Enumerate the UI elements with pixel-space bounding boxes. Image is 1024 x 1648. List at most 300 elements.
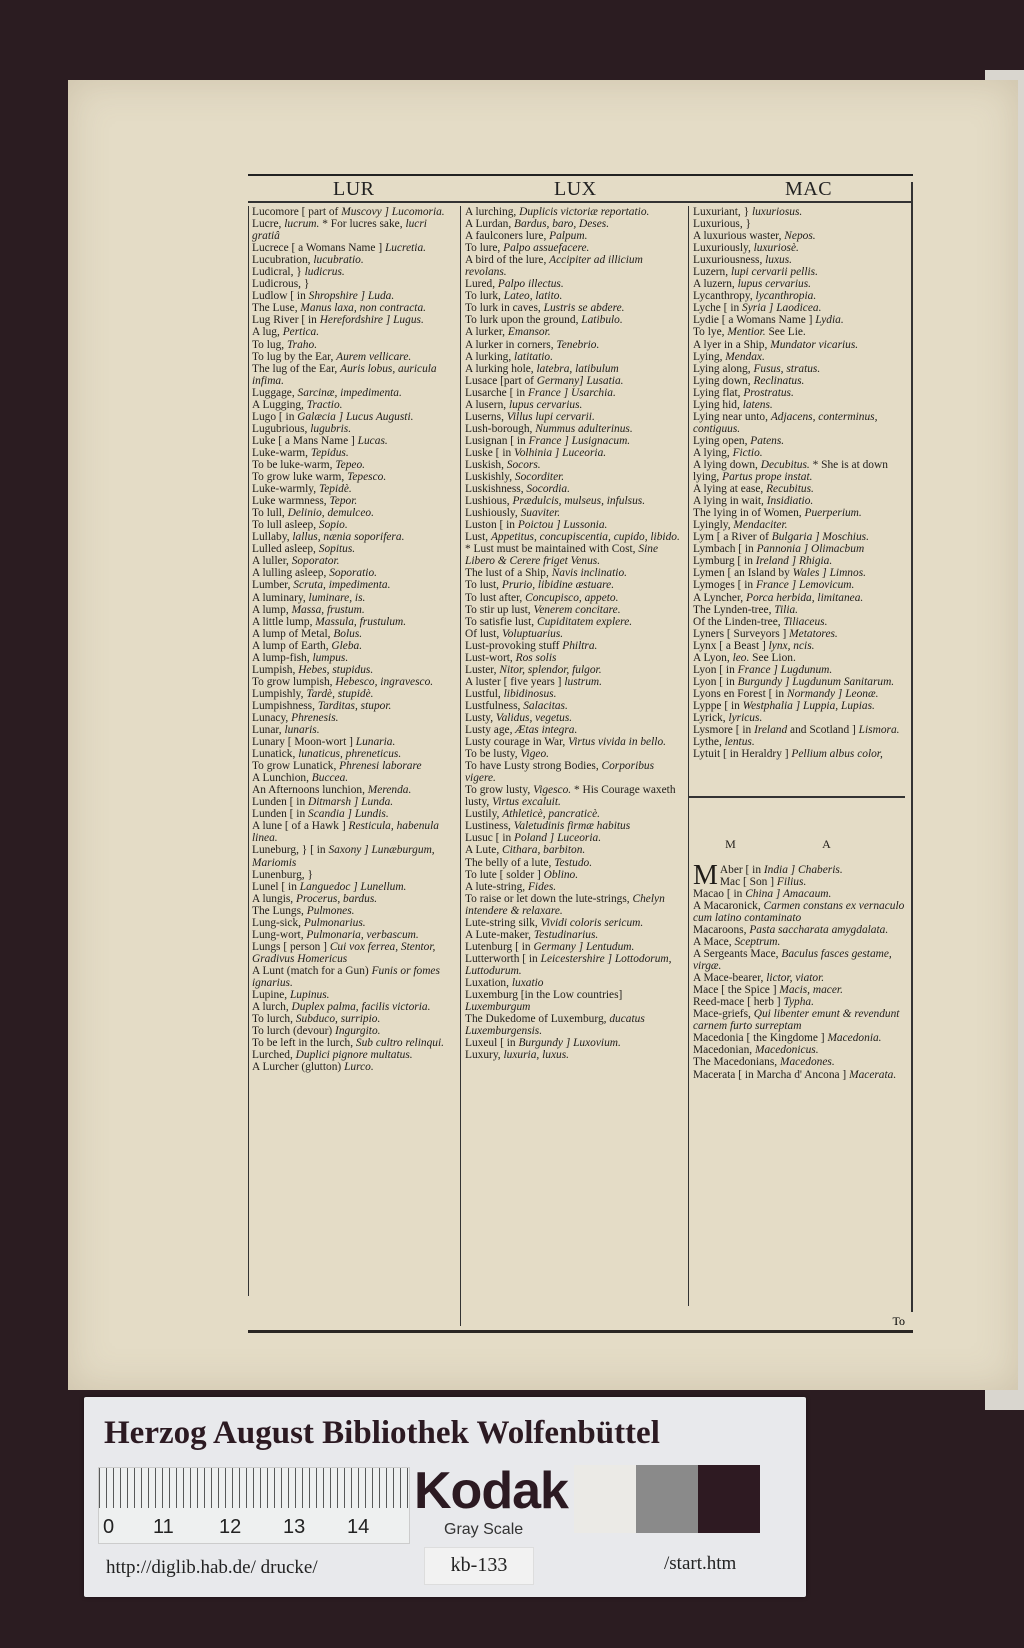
dictionary-entry [693, 242, 905, 254]
entry-headword: The Macedonians, [693, 1056, 780, 1069]
dictionary-entry [693, 543, 905, 555]
dictionary-entry [465, 230, 683, 242]
entry-latin: Buccea. [311, 772, 349, 785]
entry-headword: Lusty courage in War, [465, 736, 569, 749]
dictionary-entry [252, 1025, 457, 1037]
ruler [98, 1467, 410, 1544]
entry-headword: Lustiness, [465, 820, 514, 833]
entry-headword: A lurking hole, [465, 362, 537, 375]
entry-latin: lunaticus, phreneticus. [298, 748, 402, 761]
entry-headword: Lusarche [ in [465, 386, 528, 399]
entry-headword: To lurch (devour) [252, 1025, 336, 1038]
entry-headword: A luster [ five years ] [465, 675, 565, 688]
entry-headword: Lust-wort, [465, 651, 516, 664]
dictionary-entry [252, 206, 457, 218]
entry-latin: luxuria, luxus. [503, 1049, 569, 1062]
dictionary-entry [465, 941, 683, 953]
entry-latin: Navis inclinatio. [551, 567, 627, 580]
entry-latin: Tepidus. [310, 446, 349, 459]
entry-headword: Lythe, [693, 736, 725, 749]
entry-headword: Lugubrious, [252, 422, 311, 435]
dictionary-entry [693, 459, 905, 483]
entry-headword: Luzern, [693, 266, 731, 279]
dictionary-entry [465, 953, 683, 977]
gray-swatch-white [574, 1465, 636, 1533]
entry-latin: leo. [732, 651, 750, 664]
entry-latin: lictor, viator. [766, 972, 825, 985]
dictionary-entry [252, 242, 457, 254]
entry-latin: Galæcia ] Lucus Augusti. [297, 410, 414, 423]
entry-latin: Prædulcis, mulseus, infulsus. [512, 495, 646, 508]
color-target-card [84, 1397, 806, 1597]
entry-latin: Aurem vellicare. [336, 350, 412, 363]
dictionary-entry [465, 724, 683, 736]
entry-phrase: * His Courage waxeth lusty, [465, 784, 676, 809]
entry-headword: Lung-wort, [252, 928, 307, 941]
dictionary-entry [252, 917, 457, 929]
entry-latin: Vividi coloris sericum. [540, 916, 644, 929]
entry-latin: Muscovy ] Lucomoria. [341, 206, 445, 218]
dictionary-entry [252, 326, 457, 338]
entry-latin: Poictou ] Lussonia. [517, 519, 608, 532]
entry-latin: Volhinia ] Luceoria. [514, 446, 607, 459]
entry-headword: Reed-mace [ herb ] [693, 996, 784, 1009]
entry-latin: Salacitas. [523, 699, 568, 712]
dictionary-entry [252, 483, 457, 495]
entry-headword: A luzern, [693, 278, 738, 291]
ruler-number: 13 [283, 1516, 306, 1538]
entry-headword: A lump of Earth, [252, 639, 332, 652]
dictionary-entry [693, 266, 905, 278]
entry-latin: Shropshire ] Luda. [308, 290, 395, 303]
entry-latin: Macis, macer. [779, 984, 843, 997]
dictionary-entry [252, 579, 457, 591]
dictionary-entry [252, 748, 457, 760]
entry-phrase: * For lucres sake, [319, 218, 406, 231]
entry-latin: Tarditas, stupor. [317, 699, 392, 712]
entry-headword: Lunenburg, } [252, 868, 313, 881]
entry-headword: Luskishness, [465, 483, 527, 496]
dictionary-entry [252, 724, 457, 736]
dictionary-entry [252, 278, 457, 290]
entry-headword: A lulling asleep, [252, 567, 330, 580]
dictionary-entry [465, 363, 683, 375]
entry-headword: A lump of Metal, [252, 627, 334, 640]
dictionary-entry [252, 507, 457, 519]
entry-latin: Ireland [754, 724, 788, 737]
dictionary-entry [252, 543, 457, 555]
dictionary-entry [465, 688, 683, 700]
entry-latin: Massa, frustum. [291, 603, 365, 616]
dictionary-entry [252, 531, 457, 543]
kodak-logo: Kodak [414, 1462, 568, 1520]
entry-headword: Lush-borough, [465, 422, 536, 435]
entry-latin: Socordia. [526, 483, 570, 496]
entry-latin: Puerperium. [804, 507, 862, 520]
dictionary-entry [465, 375, 683, 387]
entry-headword: Lying near unto, [693, 410, 771, 423]
dictionary-entry [465, 567, 683, 579]
entry-latin: France ] Lemovicum. [755, 579, 855, 592]
entry-latin: Languedoc ] Lunellum. [299, 880, 407, 893]
entry-latin: luxatio [511, 977, 544, 989]
entry-latin: Nitor, splendor, fulgor. [499, 663, 602, 676]
entry-headword: Lurched, [252, 1049, 296, 1062]
entry-headword: Lugo [ in [252, 410, 298, 423]
dictionary-entry [252, 1061, 457, 1073]
dictionary-entry [465, 712, 683, 724]
entry-latin: Tilia. [774, 603, 799, 616]
entry-latin: Metatores. [789, 627, 838, 640]
entry-latin: Voluptuarius. [502, 627, 564, 640]
dictionary-entry [693, 876, 905, 888]
entry-headword: Lured, [465, 278, 498, 291]
entry-headword: Lytuit [ in Heraldry ] [693, 748, 792, 761]
entry-headword: Mace [ the Spice ] [693, 984, 780, 997]
dictionary-entry [693, 984, 905, 996]
entry-headword: To lust after, [465, 591, 526, 604]
entry-latin: Duplicis victoriæ reportatio. [519, 206, 650, 218]
column-lur [248, 206, 457, 1296]
dictionary-entry [252, 989, 457, 1001]
dictionary-entry [465, 471, 683, 483]
entry-headword: A lurching, [465, 206, 520, 218]
dictionary-entry [252, 459, 457, 471]
dictionary-entry [693, 864, 905, 876]
entry-latin: Soporatio. [329, 567, 377, 580]
entry-headword: Luskish, [465, 458, 507, 471]
dictionary-entry [252, 495, 457, 507]
dictionary-entry [693, 1056, 905, 1068]
entry-headword: Luneburg, } [ in [252, 844, 329, 857]
top-rule [248, 174, 913, 176]
column-lux [460, 206, 683, 1326]
dictionary-entry [252, 784, 457, 796]
dictionary-entry [465, 929, 683, 941]
entry-headword: Macao [ in [693, 887, 746, 900]
entry-latin: lynx, ncis. [768, 639, 815, 652]
entry-latin: Ditmarsh ] Lunda. [308, 796, 394, 809]
entry-latin: Bolus. [333, 627, 363, 640]
entry-headword: Lydie [ a Womans Name ] [693, 314, 816, 327]
entry-latin: Adjacens, conterminus, contiguus. [693, 410, 878, 435]
entry-latin: Qui libenter emunt & revendunt carnem furto surreptam [693, 1008, 900, 1033]
entry-headword: Lullaby, [252, 531, 293, 544]
entry-latin: Herefordshire ] Lugus. [319, 314, 424, 327]
entry-headword: To lull, [252, 507, 288, 520]
entry-headword: To grow Lunatick, [252, 760, 340, 773]
dictionary-entry [252, 302, 457, 314]
dictionary-entry [465, 881, 683, 893]
entry-latin: Vigesco. [533, 784, 572, 797]
dictionary-page-frame [248, 174, 913, 1334]
entry-latin: Lurco. [344, 1061, 374, 1074]
entry-latin: Germany ] Lentudum. [533, 940, 635, 953]
entry-latin: lentus. [724, 736, 755, 749]
entry-latin: China ] Amacaum. [745, 887, 832, 900]
entry-latin: Recubitus. [766, 483, 814, 496]
entry-headword: A lying in wait, [693, 495, 767, 508]
running-header [248, 178, 913, 200]
entry-latin: lumpus. [312, 651, 349, 664]
entry-latin: Mendax. [725, 350, 765, 363]
dictionary-entry [252, 881, 457, 893]
entry-latin-phrase: lucri gratiâ [252, 218, 427, 243]
dictionary-entry [252, 387, 457, 399]
entry-headword: Lucrece [ a Womans Name ] [252, 242, 385, 255]
entry-headword: Lucubration, [252, 254, 314, 267]
entry-headword: Luke-warmly, [252, 483, 319, 496]
entry-headword: Lying down, [693, 374, 754, 387]
entry-headword: Lumpishness, [252, 699, 318, 712]
entry-headword: To be lusty, [465, 748, 521, 761]
entry-headword: Lunacy, [252, 711, 292, 724]
entry-latin: Luxemburgum [465, 1001, 531, 1014]
entry-headword: Mac [ Son ] [719, 875, 777, 888]
entry-headword: Lutenburg [ in [465, 940, 534, 953]
entry-headword: The belly of a lute, [465, 856, 555, 869]
entry-headword: Lusace [part of [465, 374, 537, 387]
entry-headword: An Afternoons lunchion, [252, 784, 368, 797]
dictionary-entry [465, 664, 683, 676]
entry-latin: lucubratio. [313, 254, 364, 267]
dictionary-entry [252, 1037, 457, 1049]
entry-latin: Concupisco, appeto. [525, 591, 619, 604]
dictionary-entry [252, 905, 457, 917]
entry-headword: Macedonian, [693, 1044, 755, 1057]
dictionary-entry [693, 507, 905, 519]
entry-headword: A little lump, [252, 615, 316, 628]
entry-headword: Luske [ in [465, 446, 515, 459]
entry-headword: The lust of a Ship, [465, 567, 552, 580]
dictionary-entry [693, 936, 905, 948]
entry-latin: Lustris se abdere. [543, 302, 625, 315]
entry-headword: A Lugging, [252, 398, 307, 411]
entry-headword: To grow lumpish, [252, 675, 336, 688]
entry-headword: To lurch, [252, 1013, 296, 1026]
entry-headword: Lumpishly, [252, 687, 307, 700]
entry-headword: Lymoges [ in [693, 579, 756, 592]
entry-latin: Tepeo. [335, 458, 365, 471]
entry-latin: lallus, nænia soporifera. [292, 531, 405, 544]
entry-headword: A Sergeants Mace, [693, 948, 782, 961]
entry-latin: Ros solis [515, 651, 557, 664]
entry-latin: Wales ] Limnos. [792, 567, 866, 580]
entry-headword: Lusignan [ in [465, 434, 529, 447]
entry-headword: Lymen [ an Island by [693, 567, 793, 580]
entry-headword: Luster, [465, 663, 500, 676]
entry-headword: Luke [ a Mans Name ] [252, 434, 358, 447]
section-title-ma: M A [725, 836, 873, 851]
entry-latin: Phrenesis. [291, 711, 339, 724]
entry-latin: Appetitus, concupiscentia, cupido, libido. [490, 531, 680, 544]
dictionary-entry [252, 760, 457, 772]
entry-latin: Palpo illectus. [497, 278, 564, 291]
entry-headword: To lug by the Ear, [252, 350, 337, 363]
library-name: Herzog August Bibliothek Wolfenbüttel [104, 1415, 660, 1451]
entry-headword: Lustily, [465, 808, 503, 821]
entry-latin: Sopitus. [318, 543, 356, 556]
entry-headword: Luxemburg [in the Low countries] [465, 989, 623, 1002]
entry-headword: A lurker in corners, [465, 338, 557, 351]
entry-latin: France ] Lusignacum. [528, 434, 631, 447]
dictionary-entry [693, 314, 905, 326]
dictionary-entry [693, 351, 905, 363]
dictionary-entry [693, 616, 905, 628]
dictionary-entry [693, 278, 905, 290]
entry-latin: Normandy ] Leonæ. [786, 687, 879, 700]
entry-headword: A lute-string, [465, 880, 528, 893]
entry-headword: A lying down, [693, 458, 761, 471]
entry-headword: Lungs [ person ] [252, 940, 330, 953]
entry-headword: Lunden [ in [252, 796, 308, 809]
entry-headword: A luminary, [252, 591, 309, 604]
dictionary-entry [693, 592, 905, 604]
dictionary-entry [693, 724, 905, 736]
dictionary-entry [465, 820, 683, 832]
dictionary-entry [252, 555, 457, 567]
dictionary-entry [252, 411, 457, 423]
dictionary-entry [693, 948, 905, 972]
dictionary-entry [465, 326, 683, 338]
dictionary-entry [252, 435, 457, 447]
dictionary-entry [252, 712, 457, 724]
header-mac: MAC [785, 178, 833, 200]
catchword: To [892, 1314, 905, 1328]
dictionary-entry [252, 351, 457, 363]
entry-headword: Lutterworth [ in [465, 952, 541, 965]
entry-headword: Lyrick, [693, 711, 729, 724]
dictionary-entry [465, 604, 683, 616]
dictionary-entry [252, 652, 457, 664]
entry-latin: Sceptrum. [734, 935, 781, 948]
dictionary-entry [252, 628, 457, 640]
dictionary-entry [252, 616, 457, 628]
entry-headword: To grow lusty, [465, 784, 534, 797]
dictionary-entry [465, 844, 683, 856]
ruler-numbers [103, 1516, 403, 1538]
entry-latin-phrase: Virtus excaluit. [492, 796, 561, 809]
entry-headword: To lust, [465, 579, 502, 592]
entry-headword: Macedonia [ the Kingdome ] [693, 1032, 828, 1045]
entry-latin: Macerata. [849, 1068, 897, 1081]
dictionary-entry [252, 736, 457, 748]
dictionary-entry [465, 893, 683, 917]
dictionary-entry [465, 676, 683, 688]
entry-latin: Testudinarius. [533, 928, 599, 941]
entry-headword: Luskishly, [465, 471, 515, 484]
dictionary-entry [252, 893, 457, 905]
entry-latin: Phrenesi laborare [339, 760, 422, 773]
entry-latin: Cithara, barbiton. [502, 844, 586, 857]
entry-headword: A Lunt (match for a Gun) [252, 964, 372, 977]
entry-latin: Corporibus vigere. [465, 760, 655, 785]
dictionary-entry [252, 1013, 457, 1025]
entry-latin: Chelyn intendere & relaxare. [465, 892, 665, 917]
entry-latin: Vigeo. [520, 748, 549, 761]
dictionary-entry [693, 555, 905, 567]
dictionary-entry [252, 941, 457, 965]
entry-latin: Palpum. [549, 230, 588, 243]
dictionary-entry [465, 351, 683, 363]
dictionary-entry [465, 459, 683, 471]
url-left: http://diglib.hab.de/ drucke/ [106, 1557, 318, 1578]
bottom-rule [248, 1330, 913, 1333]
entry-headword: A lusern, [465, 398, 509, 411]
entry-headword: To raise or let down the lute-strings, [465, 892, 633, 905]
dictionary-entry [693, 736, 905, 748]
dictionary-entry [465, 736, 683, 748]
entry-latin: Tardè, stupidè. [306, 687, 374, 700]
dictionary-entry [252, 399, 457, 411]
entry-latin: Patens. [750, 434, 785, 447]
dictionary-entry [252, 808, 457, 820]
dictionary-entry [693, 640, 905, 652]
entry-latin-phrase: Sine Libero & Cerere friget Venus. [465, 543, 659, 568]
entry-headword: Lunel [ in [252, 880, 300, 893]
entry-headword: Luxuriousness, [693, 254, 766, 267]
entry-headword: Lunatick, [252, 748, 299, 761]
dictionary-entry [693, 996, 905, 1008]
dictionary-entry [465, 917, 683, 929]
entry-latin: Germany] Lusatia. [536, 374, 624, 387]
entry-headword: A lurking, [465, 350, 515, 363]
entry-latin: Reclinatus. [753, 374, 805, 387]
entry-headword: Lucre, [252, 218, 285, 231]
entry-latin: Saxony ] Lunæburgum, Mariomis [252, 844, 435, 869]
entry-headword: The Luse, [252, 302, 301, 315]
entry-latin: Duplex palma, facilis victoria. [291, 1001, 431, 1014]
entry-headword: Lynx [ a Beast ] [693, 639, 769, 652]
dictionary-entry [693, 924, 905, 936]
entry-latin: Philtra. [562, 639, 598, 652]
ruler-number: 14 [347, 1516, 370, 1538]
dictionary-entry [693, 888, 905, 900]
dictionary-entry [693, 531, 905, 543]
dictionary-entry [693, 375, 905, 387]
entry-headword: A lying at ease, [693, 483, 767, 496]
entry-headword: Lusty, [465, 711, 496, 724]
entry-latin: Mundator vicarius. [770, 338, 859, 351]
dictionary-entry [252, 664, 457, 676]
entry-headword: Lymburg [ in [693, 555, 756, 568]
dictionary-entry [693, 339, 905, 351]
dictionary-entry [465, 290, 683, 302]
entry-headword: To lurk upon the ground, [465, 314, 582, 327]
header-rule [248, 201, 913, 203]
entry-headword: Ludlow [ in [252, 290, 309, 303]
entry-latin: Filius. [776, 875, 807, 888]
dictionary-entry [693, 688, 905, 700]
dictionary-entry [693, 435, 905, 447]
entry-headword: Luke warmness, [252, 495, 330, 508]
entry-headword: Lunary [ Moon-wort ] [252, 736, 356, 749]
entry-latin: Virtus vivida in bello. [568, 736, 666, 749]
dictionary-entry [693, 519, 905, 531]
entry-headword: A Mace-bearer, [693, 972, 767, 985]
entry-headword: A Lurcher (glutton) [252, 1061, 345, 1074]
entry-headword: A Lunchion, [252, 772, 312, 785]
dictionary-entry [693, 302, 905, 314]
entry-latin: Socorditer. [514, 471, 565, 484]
entry-headword: The Lynden-tree, [693, 603, 775, 616]
dictionary-entry [693, 652, 905, 664]
entry-headword: A Lute-maker, [465, 928, 534, 941]
entry-headword: Luxuriously, [693, 242, 754, 255]
entry-headword: Lung-sick, [252, 916, 304, 929]
dictionary-entry [465, 616, 683, 628]
entry-headword: A faulconers lure, [465, 230, 550, 243]
